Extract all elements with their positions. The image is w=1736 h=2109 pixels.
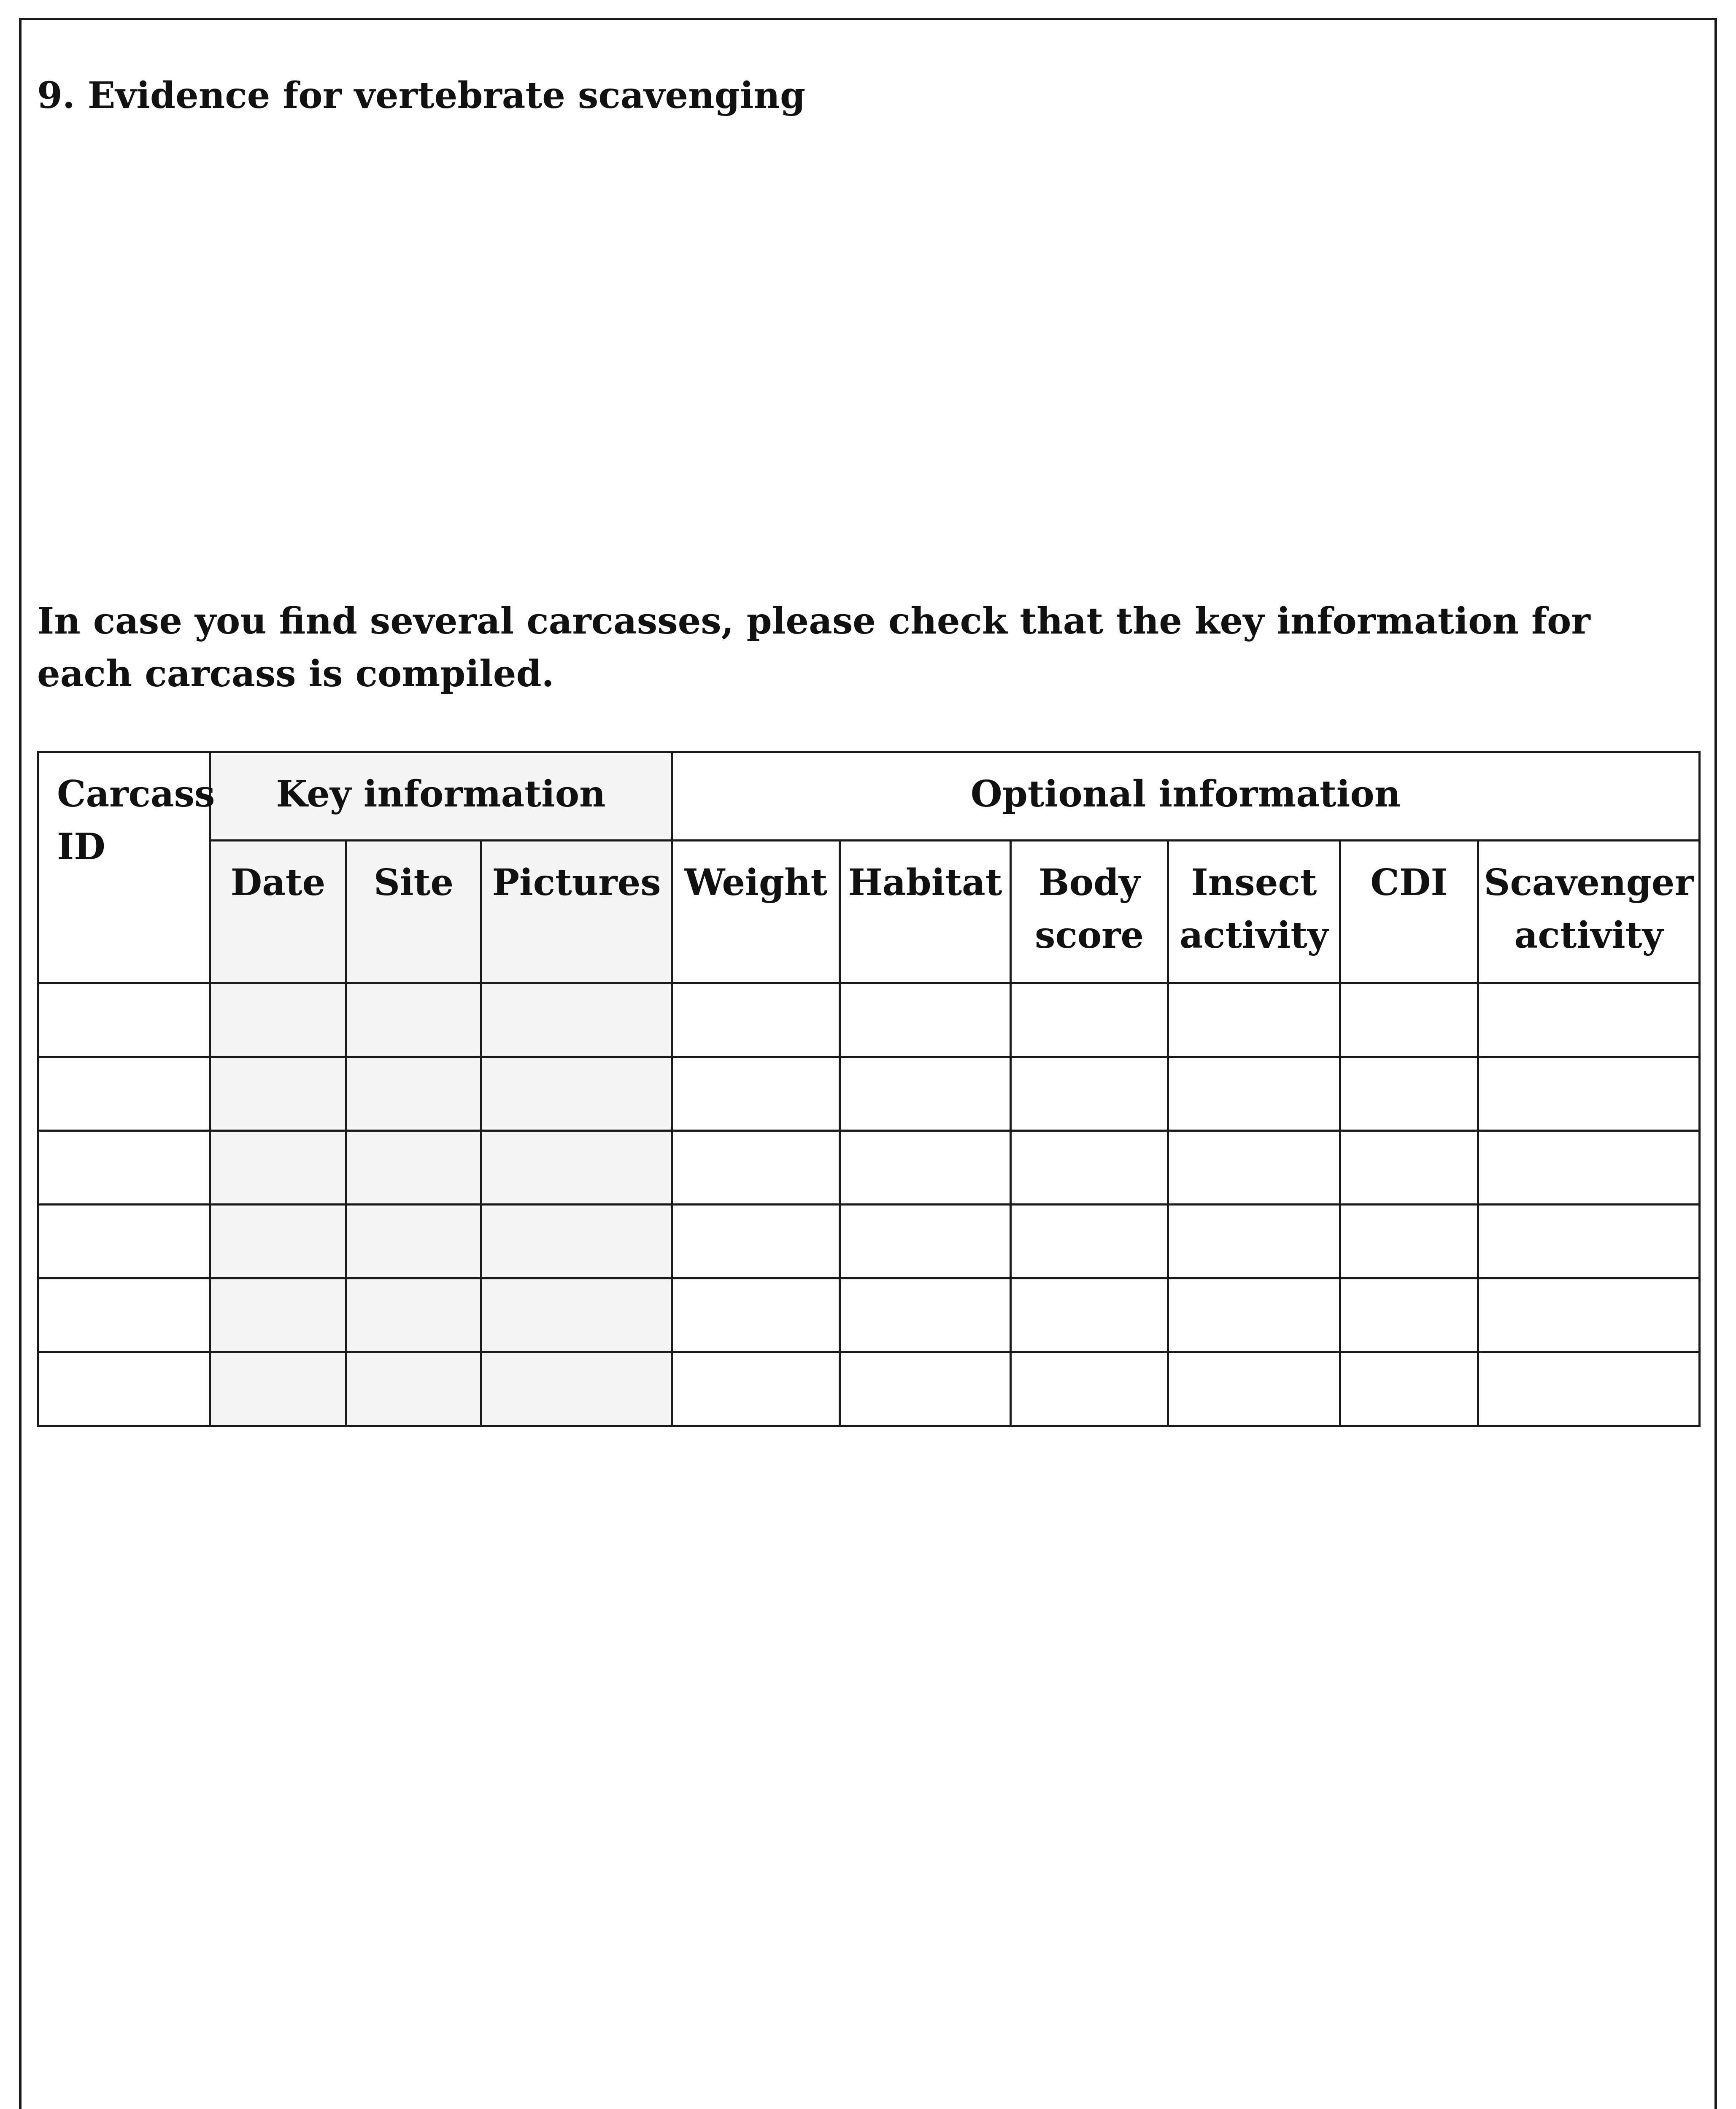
column-header-cdi: CDI: [1340, 841, 1478, 983]
carcass-table: [37, 751, 1701, 1427]
date-cell[interactable]: [210, 1057, 346, 1131]
column-header-date: Date: [210, 841, 346, 983]
cdi-cell[interactable]: [1340, 1205, 1478, 1278]
weight-cell[interactable]: [672, 1131, 840, 1205]
instruction-text: In case you find several carcasses, please check that the key information for each carcass is compiled.: [37, 600, 1590, 695]
habitat-cell[interactable]: [840, 1352, 1011, 1426]
key-information-header: Key information: [210, 752, 672, 841]
section-heading: 9. Evidence for vertebrate scavenging: [37, 74, 806, 117]
site-cell[interactable]: [346, 1352, 481, 1426]
weight-cell[interactable]: [672, 1352, 840, 1426]
table-row: [38, 1278, 1700, 1352]
column-header-body-score: Body score: [1011, 841, 1168, 983]
body-score-cell[interactable]: [1011, 1278, 1168, 1352]
site-cell[interactable]: [346, 1278, 481, 1352]
scavenger-activity-cell[interactable]: [1478, 1131, 1700, 1205]
insect-activity-cell[interactable]: [1168, 1278, 1340, 1352]
carcass-id-cell[interactable]: [38, 983, 210, 1057]
body-score-cell[interactable]: [1011, 1131, 1168, 1205]
column-header-pictures: Pictures: [481, 841, 672, 983]
weight-cell[interactable]: [672, 983, 840, 1057]
body-score-cell[interactable]: [1011, 1057, 1168, 1131]
weight-cell[interactable]: [672, 1205, 840, 1278]
scavenger-activity-cell[interactable]: [1478, 1057, 1700, 1131]
carcass-id-cell[interactable]: [38, 1057, 210, 1131]
cdi-cell[interactable]: [1340, 1352, 1478, 1426]
insect-activity-cell[interactable]: [1168, 983, 1340, 1057]
column-header-insect-activity: Insect activity: [1168, 841, 1340, 983]
column-header-scavenger-activity: Scavenger activity: [1478, 841, 1700, 983]
carcass-id-cell[interactable]: [38, 1131, 210, 1205]
pictures-cell[interactable]: [481, 1205, 672, 1278]
habitat-cell[interactable]: [840, 983, 1011, 1057]
pictures-cell[interactable]: [481, 1278, 672, 1352]
table-row: [38, 983, 1700, 1057]
weight-cell[interactable]: [672, 1278, 840, 1352]
site-cell[interactable]: [346, 1057, 481, 1131]
scavenger-activity-cell[interactable]: [1478, 1205, 1700, 1278]
pictures-cell[interactable]: [481, 983, 672, 1057]
cdi-cell[interactable]: [1340, 1057, 1478, 1131]
table-row: [38, 1131, 1700, 1205]
cdi-cell[interactable]: [1340, 1131, 1478, 1205]
carcass-id-cell[interactable]: [38, 1352, 210, 1426]
carcass-id-cell[interactable]: [38, 1205, 210, 1278]
body-score-cell[interactable]: [1011, 1352, 1168, 1426]
column-header-weight: Weight: [672, 841, 840, 983]
habitat-cell[interactable]: [840, 1205, 1011, 1278]
optional-information-header: Optional information: [672, 752, 1700, 841]
date-cell[interactable]: [210, 983, 346, 1057]
carcass-id-header: Carcass ID: [38, 752, 210, 983]
insect-activity-cell[interactable]: [1168, 1057, 1340, 1131]
scavenger-activity-cell[interactable]: [1478, 983, 1700, 1057]
site-cell[interactable]: [346, 983, 481, 1057]
site-cell[interactable]: [346, 1131, 481, 1205]
date-cell[interactable]: [210, 1205, 346, 1278]
insect-activity-cell[interactable]: [1168, 1131, 1340, 1205]
insect-activity-cell[interactable]: [1168, 1205, 1340, 1278]
scavenger-activity-cell[interactable]: [1478, 1278, 1700, 1352]
pictures-cell[interactable]: [481, 1352, 672, 1426]
column-header-habitat: Habitat: [840, 841, 1011, 983]
cdi-cell[interactable]: [1340, 983, 1478, 1057]
date-cell[interactable]: [210, 1278, 346, 1352]
table-row: [38, 1057, 1700, 1131]
table-row: [38, 1205, 1700, 1278]
column-header-site: Site: [346, 841, 481, 983]
habitat-cell[interactable]: [840, 1057, 1011, 1131]
table-row: [38, 1352, 1700, 1426]
pictures-cell[interactable]: [481, 1131, 672, 1205]
carcass-id-cell[interactable]: [38, 1278, 210, 1352]
cdi-cell[interactable]: [1340, 1278, 1478, 1352]
insect-activity-cell[interactable]: [1168, 1352, 1340, 1426]
date-cell[interactable]: [210, 1352, 346, 1426]
weight-cell[interactable]: [672, 1057, 840, 1131]
scavenger-activity-cell[interactable]: [1478, 1352, 1700, 1426]
body-score-cell[interactable]: [1011, 983, 1168, 1057]
pictures-cell[interactable]: [481, 1057, 672, 1131]
body-score-cell[interactable]: [1011, 1205, 1168, 1278]
habitat-cell[interactable]: [840, 1278, 1011, 1352]
site-cell[interactable]: [346, 1205, 481, 1278]
table-body: [38, 983, 1700, 1426]
date-cell[interactable]: [210, 1131, 346, 1205]
habitat-cell[interactable]: [840, 1131, 1011, 1205]
